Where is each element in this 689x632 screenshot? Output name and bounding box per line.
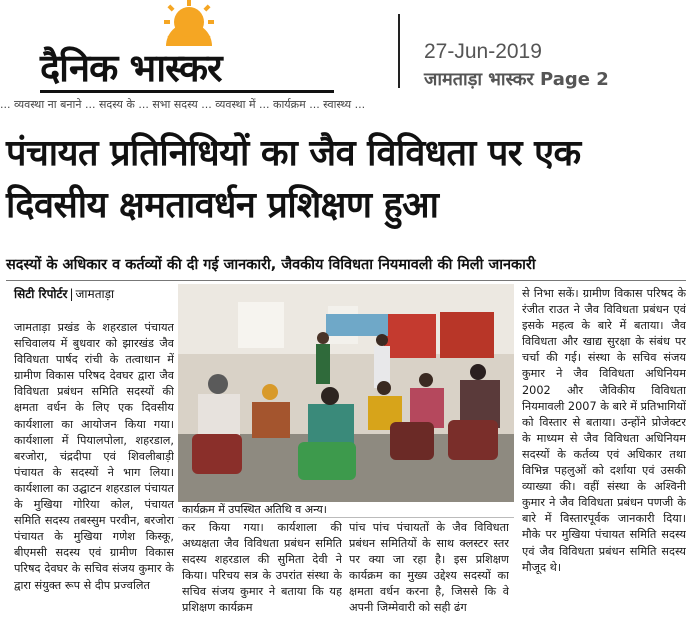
edition-date: 27-Jun-2019 <box>424 40 542 63</box>
byline <box>14 286 174 302</box>
edition-page: जामताड़ा भास्कर Page 2 <box>424 69 609 90</box>
subhead-rule <box>6 280 686 281</box>
masthead-divider <box>398 14 400 88</box>
article-subhead: सदस्यों के अधिकार व कर्तव्यों की दी गई जानकारी, जैवकीय विविधता नियमावली की मिली जानकारी <box>6 257 536 273</box>
article-column-2: कर किया गया। कार्यशाला की अध्यक्षता जैव विविधता प्रबंधन समिति सदस्य शहरडाल की सुमिता देवी ने किया। परिचय सत्र के उपरांत संस्था के सचिव संजय कुमार ने बताया कि यह प्रशिक्षण कार्यक्रम <box>182 521 342 615</box>
article-column-1: जामताड़ा प्रखंड के शहरडाल पंचायत सचिवालय में बुधवार को झारखंड जैव विविधता पार्षद रांची के तत्वाधान में ग्रामीण विकास परिषद देवघर द्वारा जैव विविधता प्रबंधन समिति सदस्यों की क्षमता वर्धन के लिए एक दिवसीय कार्यशाला का आयोजन किया गया। कार्यशाला में पियालपोला, शहरडाल, बरजोरा, चंद्रदीपा एवं शिवलीबाड़ी पंचायत के सदस्यों ने भाग लिया। कार्यशाला का उद्घाटन शहरडाल पंचायत के मुखिया गोरिया कोल, पंचायत समिति सदस्य तबस्सुम परवीन, बरजोरा पंचायत के मुखिया गणेश किस्कू, बीएमसी सदस्य एवं ग्रामीण विकास परिषद देवघर के सचिव संजय कुमार के द्वारा संयुक्त रूप से दीप प्रज्वलित <box>14 321 174 592</box>
byline-reporter: सिटी रिपोर्टर <box>14 287 68 301</box>
article-column-3: पांच पांच पंचायतों के जैव विविधता प्रबंधन समितियों के साथ क्लस्टर स्तर पर क्या जा रहा है। इस प्रशिक्षण कार्यक्रम का मुख्य उद्देश्य सदस्यों का क्षमता वर्धन करना है, जिससे कि वे अपनी जिम्मेवारी को सही ढंग <box>349 521 509 615</box>
byline-separator: | <box>69 287 74 301</box>
sun-logo-icon <box>160 0 218 46</box>
masthead <box>0 0 689 100</box>
workshop-photo-illustration <box>178 284 514 502</box>
article-headline: पंचायत प्रतिनिधियों का जैव विविधता पर एक दिवसीय क्षमतावर्धन प्रशिक्षण हुआ <box>6 133 581 226</box>
previous-article-strip: ... व्यवस्था ना बनाने ... सदस्य के ... सभा सदस्य ... व्यवस्था में ... कार्यक्रम ... स्वास्थ्य ... <box>0 98 366 111</box>
logo-underline <box>40 90 334 93</box>
photo-caption: कार्यक्रम में उपस्थित अतिथि व अन्य। <box>178 502 514 518</box>
article-photo <box>178 284 514 502</box>
newspaper-logo: दैनिक भास्कर <box>40 46 222 90</box>
article-column-4: से निभा सकें। ग्रामीण विकास परिषद के रंजीत राउत ने जैव विविधता प्रबंधन एवं इसके महत्व के बारे में बताया। जैव विविधता और खाद्य सुरक्षा के संबंध पर चर्चा की गई। संस्था के सचिव संजय कुमार ने जैव विविधता अधिनियम 2002 और जैविकीय विविधता नियमावली 2007 के बारे में प्रतिभागियों को विस्तार से बताया। उन्होंने प्रोजेक्टर के माध्यम से जैव विविधता अधिनियम सदस्यों के कर्तव्य एवं अधिकार तथा विभिन्न पहलुओं को दर्शाया एवं उसकी व्याख्या की। वहीं संस्था के अश्विनी कुमार ने जैव विविधता प्रबंधन पणजी के बारे में विस्तारपूर्वक जानकारी दिया। मौके पर मुखिया पंचायत समिति सदस्य एवं जैव विविधता प्रबंधन समिति सदस्य मौजूद थे। <box>522 287 686 574</box>
byline-place: जामताड़ा <box>75 287 115 301</box>
